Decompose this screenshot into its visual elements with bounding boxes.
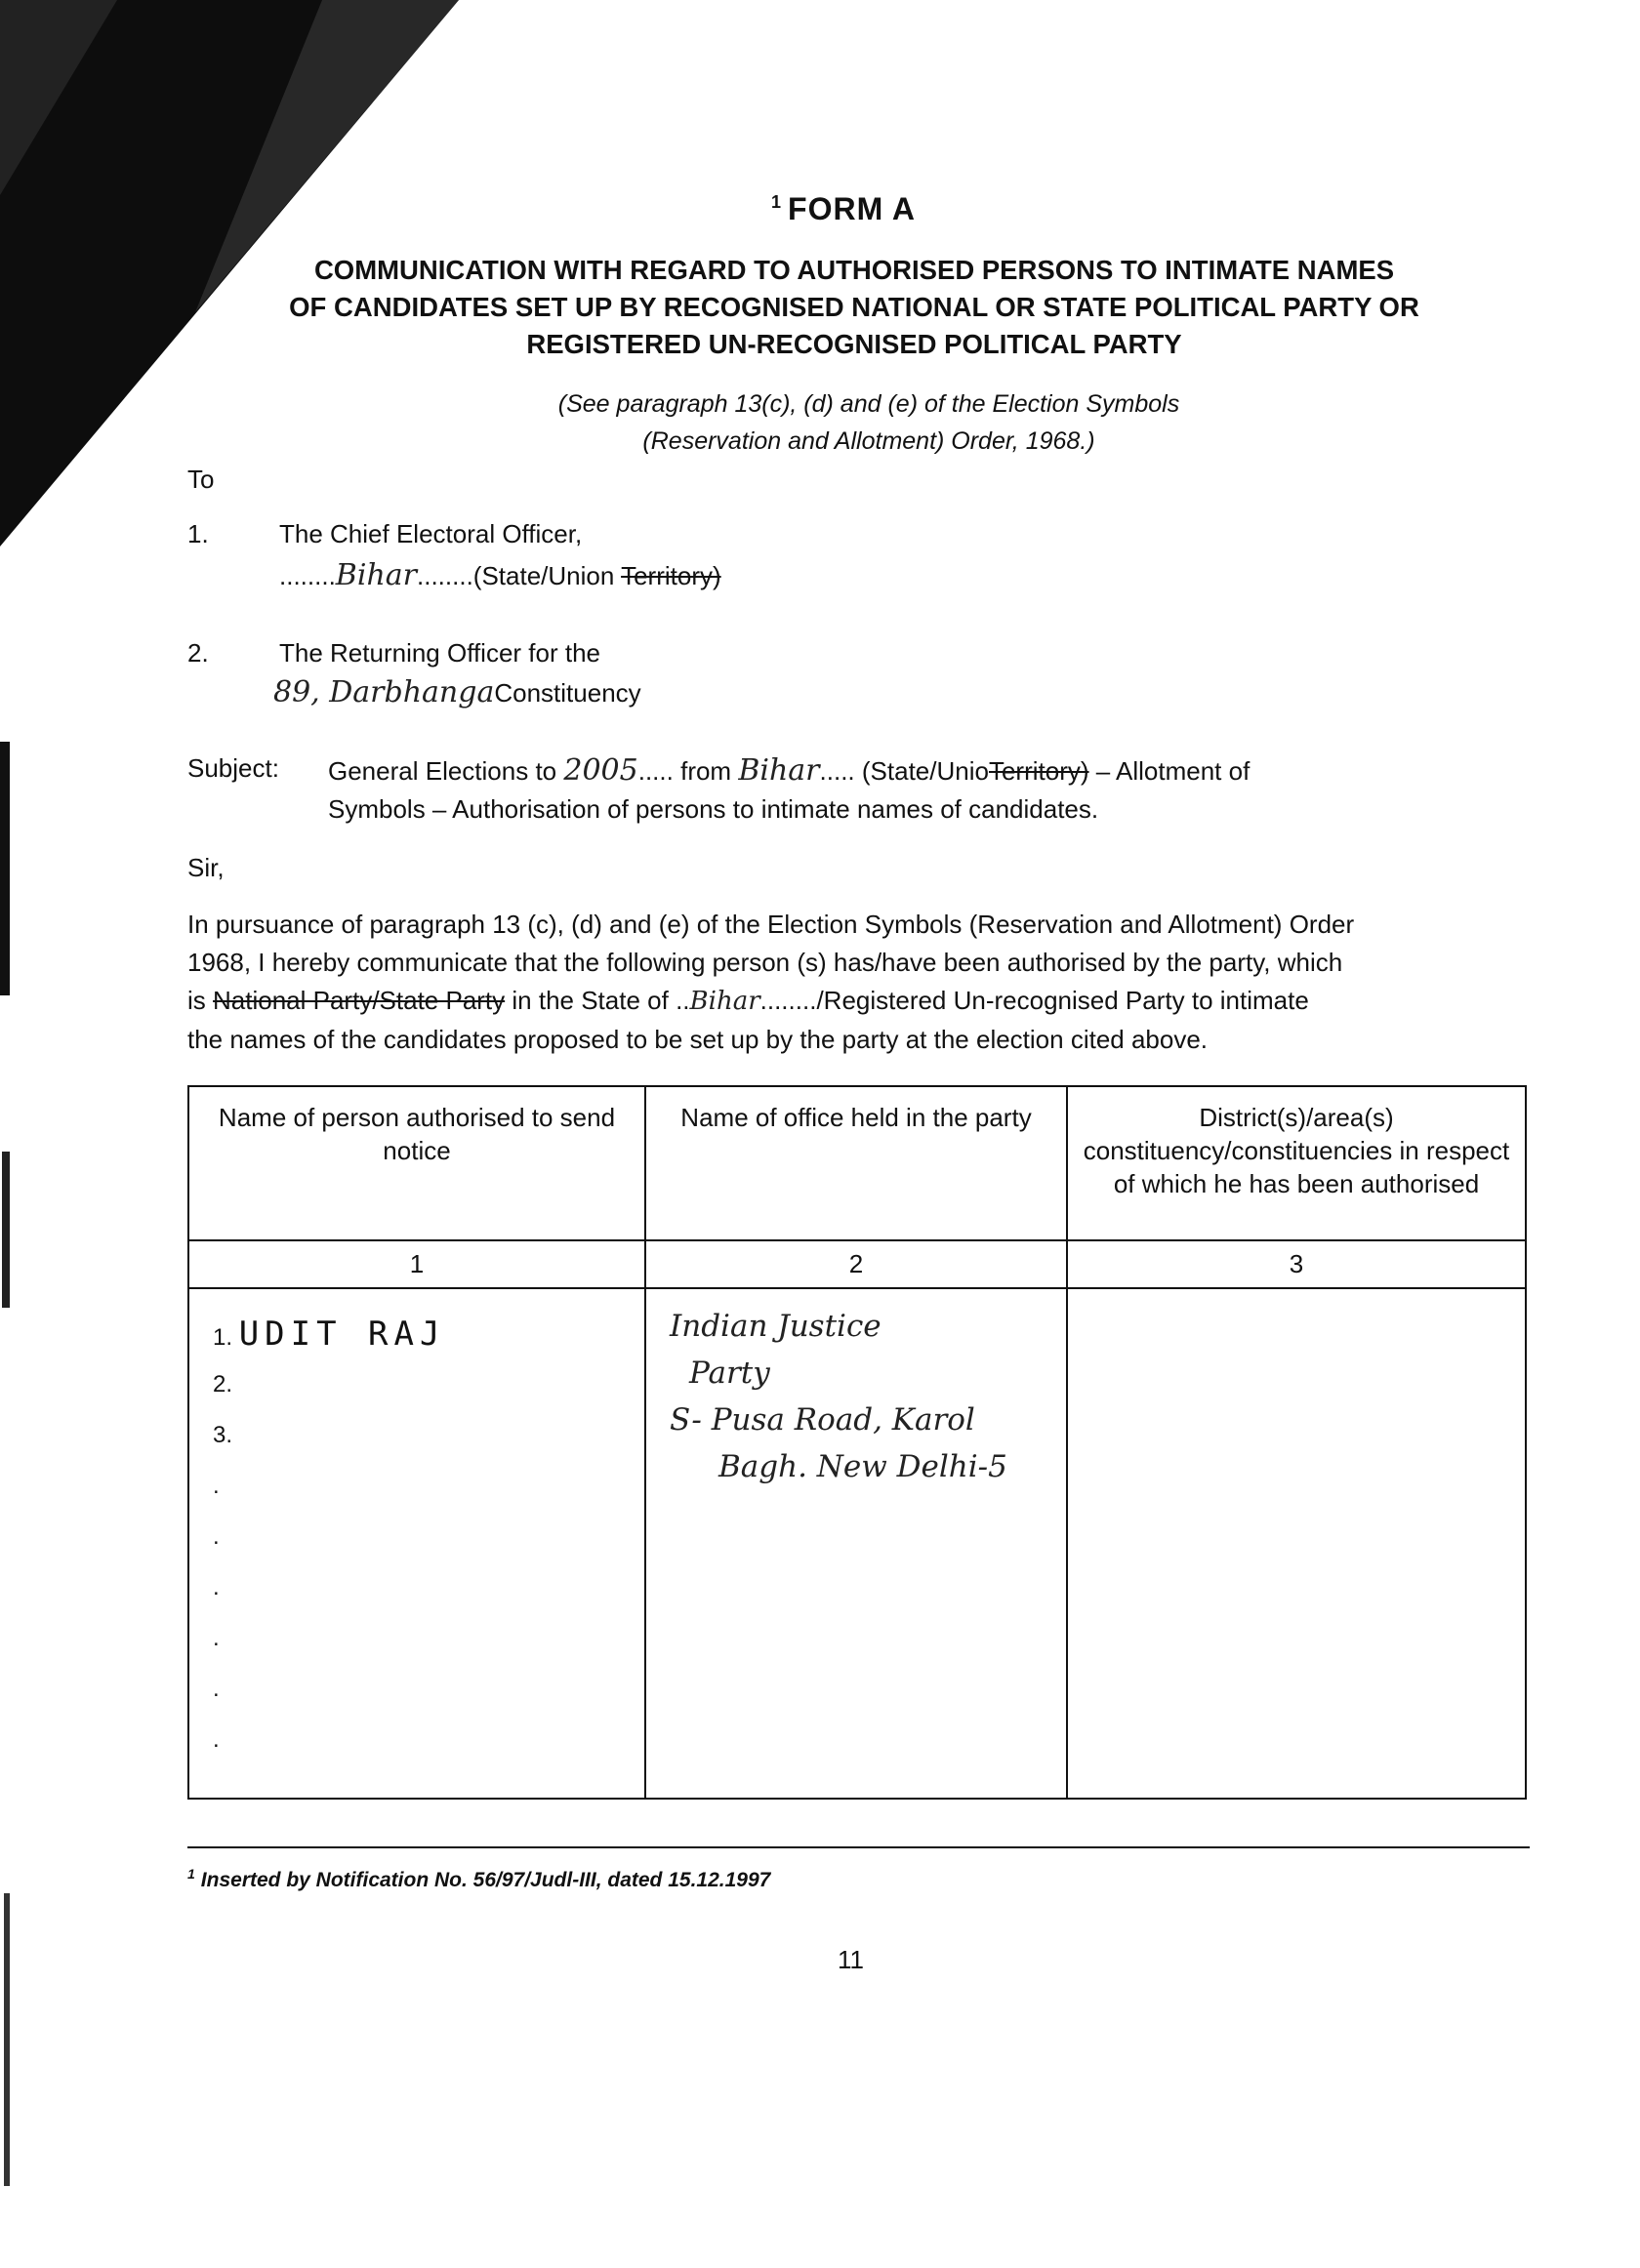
list-item: . [213,1625,220,1651]
list-item: . [213,1574,220,1600]
list-item: . [213,1676,220,1702]
body-line3b: National Party/State Party [213,986,506,1015]
item1-number: 1. [187,519,209,548]
column-number-3: 3 [1067,1240,1526,1288]
persons-cell [188,1288,645,1799]
body-line-4: the names of the candidates proposed to be set up by the party at the election cited above. [187,1025,1209,1054]
item1-suffix-a: (State/Union [472,561,615,590]
body-line-1: In pursuance of paragraph 13 (c), (d) and (e) of the Election Symbols (Reservation and Allotment) Order [187,910,1355,939]
subject-label: Subject: [187,753,279,783]
list-item: . [213,1523,220,1550]
reference-line-1: (See paragraph 13(c), (d) and (e) of the Election Symbols [557,390,1180,418]
footnote-text: Inserted by Notification No. 56/97/Judl-III, dated 15.12.1997 [200,1869,771,1891]
row1-number: 1. [213,1324,233,1351]
body-line3c: in the State of [512,986,669,1015]
body-line-2: 1968, I hereby communicate that the following person (s) has/have been authorised by the party, which [187,948,1343,977]
subject-part3c: – Allotment of [1095,756,1250,786]
item2-constituency-handwritten: 89, Darbhanga [273,675,495,709]
salutation: Sir, [187,853,225,882]
office-line-1: Indian Justice [670,1309,882,1344]
office-line-2: Party [689,1356,770,1391]
list-item: . [213,1726,220,1753]
header-office-held: Name of office held in the party [645,1086,1067,1240]
row1-name-handwritten: UDIT RAJ [238,1315,446,1354]
body-state-handwritten: Bihar [689,987,760,1016]
subject-line2: Symbols – Authorisation of persons to intimate names of candidates. [328,794,1099,824]
table-number-row [188,1240,1526,1288]
item2-line2 [273,675,641,709]
form-heading [215,252,1494,363]
heading-line-1: COMMUNICATION WITH REGARD TO AUTHORISED PERSONS TO INTIMATE NAMES [313,255,1395,285]
subject-year-handwritten: 2005 [563,753,638,788]
item1-dots: ........ [279,561,336,590]
list-item: 2. [213,1371,233,1397]
title-footnote-marker: 1 [771,192,783,213]
item2-number: 2. [187,638,209,668]
header-name-of-person: Name of person authorised to send notice [188,1086,645,1240]
item2-suffix: Constituency [494,678,641,708]
item2-line1: The Returning Officer for the [279,638,601,668]
column-number-1: 1 [188,1240,645,1288]
column-number-2: 2 [645,1240,1067,1288]
page-number: 11 [838,1945,864,1974]
to-label: To [187,465,215,494]
footnote-divider [187,1846,1530,1848]
district-cell [1067,1288,1526,1799]
persons-list [199,1303,635,1765]
item1-line2 [279,558,721,592]
reference-line-2: (Reservation and Allotment) Order, 1968.) [642,427,1095,455]
subject-part3a: (State/Unio [861,756,989,786]
subject-part3b: Territory) [988,756,1089,786]
subject-part2: from [680,756,732,786]
item1-dots-b: ........ [417,561,473,590]
footnote-marker: 1 [187,1866,195,1882]
subject-line1: General Elections to 2005..... from Bihar..... (State/UnioTerritory) – Allotment of [328,753,1250,788]
heading-line-3: REGISTERED UN-RECOGNISED POLITICAL PARTY [526,329,1182,359]
table-body-row [188,1288,1526,1799]
body-line-3: is National Party/State Party in the State of ..Bihar......../Registered Un-recognised Party to intimate [187,986,1309,1016]
office-line-3: S- Pusa Road, Karol [670,1402,975,1438]
office-cell [645,1288,1067,1799]
office-line-4: Bagh. New Delhi-5 [718,1449,1007,1484]
footnote [187,1866,770,1892]
title-text: FORM A [788,191,917,226]
list-item: . [213,1473,220,1499]
item1-line1: The Chief Electoral Officer, [279,519,583,548]
reference-note [381,385,1357,460]
item1-state-handwritten: Bihar [335,558,417,592]
scan-margin-marks [0,742,29,2264]
form-title [771,191,916,227]
list-item [213,1309,635,1359]
list-item: 3. [213,1422,233,1448]
header-districts: District(s)/area(s) constituency/constituencies in respect of which he has been authorised [1067,1086,1526,1240]
heading-line-2: OF CANDIDATES SET UP BY RECOGNISED NATIONAL OR STATE POLITICAL PARTY OR [289,292,1419,322]
subject-part1: General Elections to [328,756,557,786]
subject-state-handwritten: Bihar [738,753,820,788]
body-line3a: is [187,986,206,1015]
body-paragraph [187,906,1527,1059]
authorisation-table [187,1085,1527,1800]
table-header-row [188,1086,1526,1240]
item1-suffix-b: Territory) [621,561,721,590]
body-line3d: /Registered Un-recognised Party to intimate [816,986,1309,1015]
office-handwritten [656,1303,1056,1490]
